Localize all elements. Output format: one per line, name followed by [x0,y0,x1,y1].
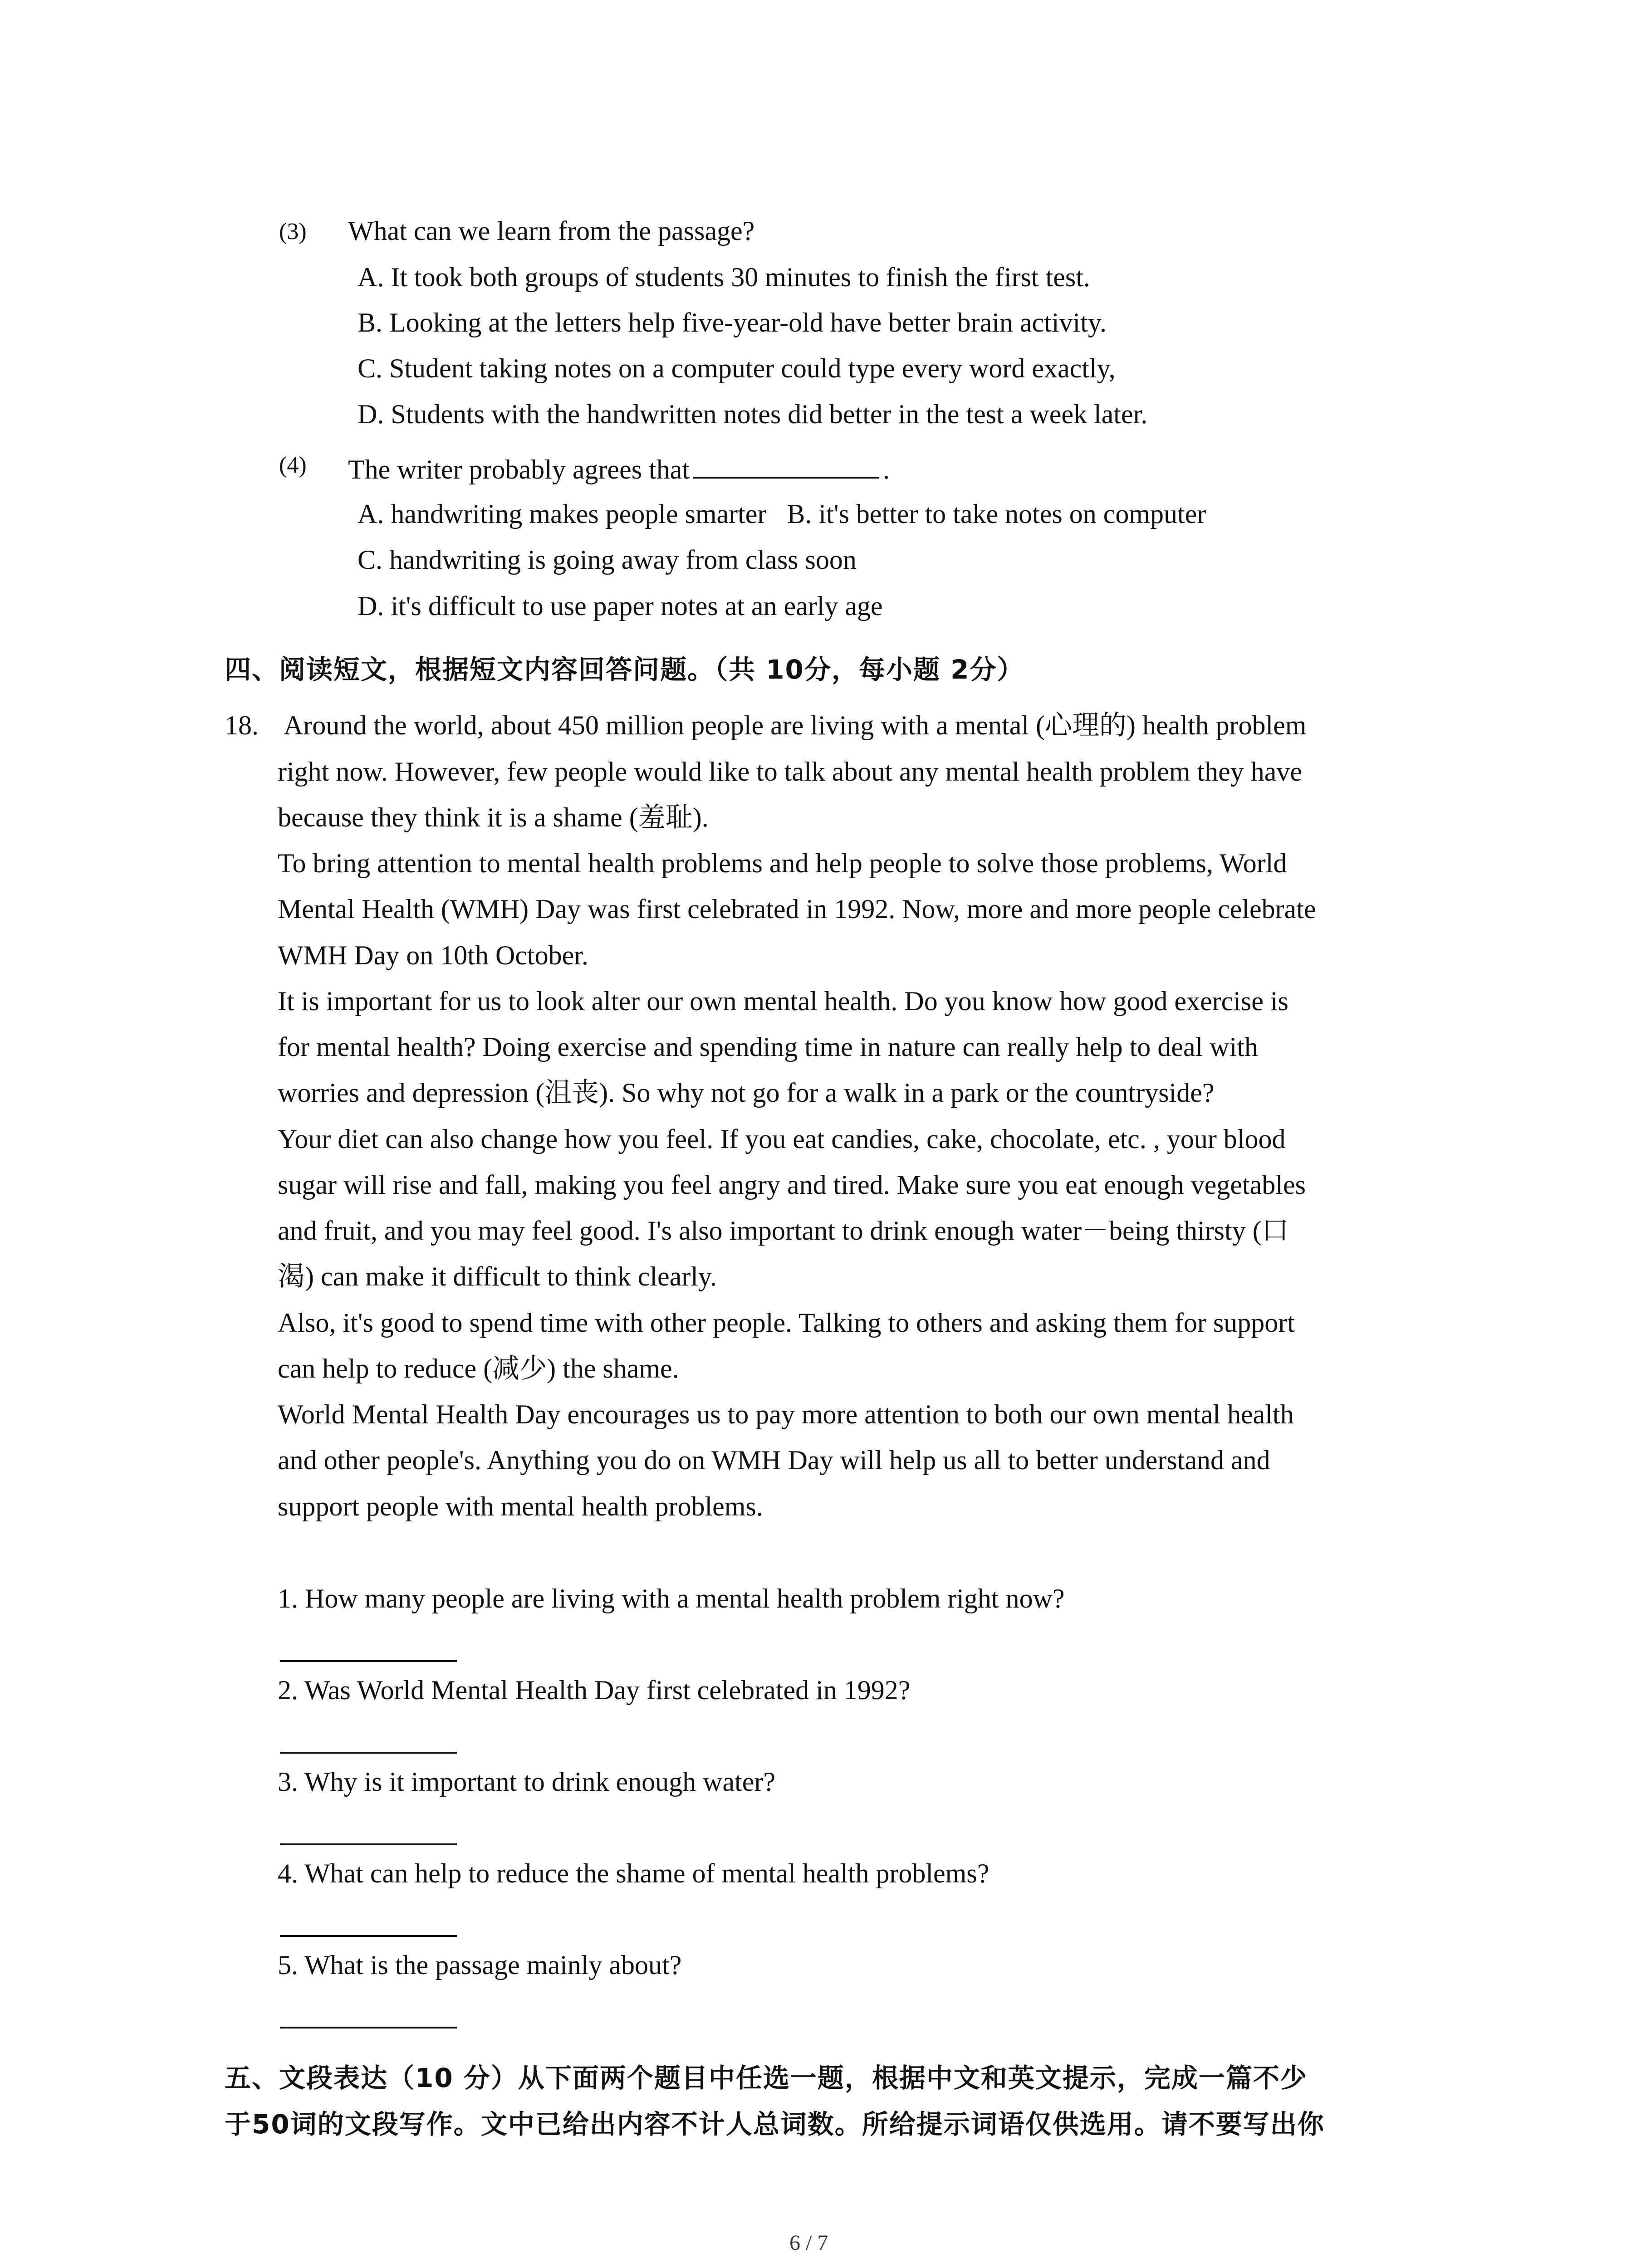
passage-line: right now. However, few people would like to talk about any mental health problem they have [278,757,1303,787]
passage-line: World Mental Health Day encourages us to pay more attention to both our own mental health [278,1399,1294,1429]
section-5-heading-line-1: 五、文段表达（10 分）从下面两个题目中任选一题，根据中文和英文提示，完成一篇不少 [225,2063,1308,2093]
comprehension-question-4: 4. What can help to reduce the shame of mental health problems? [278,1858,989,1888]
answer-line-4[interactable] [280,1935,457,1937]
page-number: 6 / 7 [789,2231,828,2255]
passage-line: and other people's. Anything you do on WMH Day will help us all to better understand and [278,1445,1270,1475]
question-4-text-before: The writer probably agrees that [348,455,690,484]
comprehension-question-5: 5. What is the passage mainly about? [278,1950,682,1980]
question-4-options-ab: A. handwriting makes people smarter B. it's better to take notes on computer [358,499,1206,529]
passage-line: and fruit, and you may feel good. I's also important to drink enough water－being thirsty (口 [278,1216,1289,1246]
comprehension-question-1: 1. How many people are living with a mental health problem right now? [278,1584,1065,1613]
question-4-option-d: D. it's difficult to use paper notes at an early age [358,591,883,621]
question-4-option-c: C. handwriting is going away from class soon [358,545,857,575]
question-4-text [348,451,890,486]
section-4-heading: 四、阅读短文，根据短文内容回答问题。（共 10分，每小题 2分） [225,654,1024,685]
section-5-heading-line-2: 于50词的文段写作。文中已给出内容不计人总词数。所给提示词语仅供选用。请不要写出你 [225,2109,1325,2140]
passage-line: for mental health? Doing exercise and spending time in nature can really help to deal with [278,1032,1258,1062]
passage-line: Also, it's good to spend time with other people. Talking to others and asking them for support [278,1308,1295,1338]
passage-line: sugar will rise and fall, making you feel angry and tired. Make sure you eat enough vegetables [278,1170,1306,1200]
passage-line: Your diet can also change how you feel. If you eat candies, cake, chocolate, etc. , your blood [278,1124,1286,1154]
answer-line-2[interactable] [280,1752,457,1754]
answer-line-5[interactable] [280,2027,457,2028]
comprehension-question-2: 2. Was World Mental Health Day first celebrated in 1992? [278,1675,911,1705]
question-4-text-after: . [883,455,890,484]
passage-line: WMH Day on 10th October. [278,940,588,970]
question-number-3: (3) [279,219,307,244]
passage-number: 18. [225,710,259,740]
question-3-option-a: A. It took both groups of students 30 minutes to finish the first test. [358,262,1090,292]
passage-line: can help to reduce (减少) the shame. [278,1354,679,1383]
question-number-4: (4) [279,452,307,478]
passage-line: 渴) can make it difficult to think clearly. [278,1261,717,1291]
passage-line: To bring attention to mental health problems and help people to solve those problems, World [278,848,1287,878]
question-3-text: What can we learn from the passage? [348,216,755,246]
passage-line: worries and depression (沮丧). So why not go for a walk in a park or the countryside? [278,1078,1215,1108]
passage-line: support people with mental health problems. [278,1491,763,1521]
question-3-option-c: C. Student taking notes on a computer could type every word exactly, [358,353,1116,383]
fill-in-blank [693,451,879,479]
question-3-option-d: D. Students with the handwritten notes did better in the test a week later. [358,399,1148,429]
answer-line-3[interactable] [280,1843,457,1845]
passage-line: Around the world, about 450 million people are living with a mental (心理的) health problem [284,710,1307,740]
passage-line: Mental Health (WMH) Day was first celebrated in 1992. Now, more and more people celebrate [278,894,1316,924]
question-3-option-b: B. Looking at the letters help five-year-old have better brain activity. [358,308,1107,337]
answer-line-1[interactable] [280,1660,457,1662]
comprehension-question-3: 3. Why is it important to drink enough water? [278,1767,776,1797]
passage-line: because they think it is a shame (羞耻). [278,802,709,832]
passage-line: It is important for us to look alter our own mental health. Do you know how good exercise is [278,986,1288,1016]
